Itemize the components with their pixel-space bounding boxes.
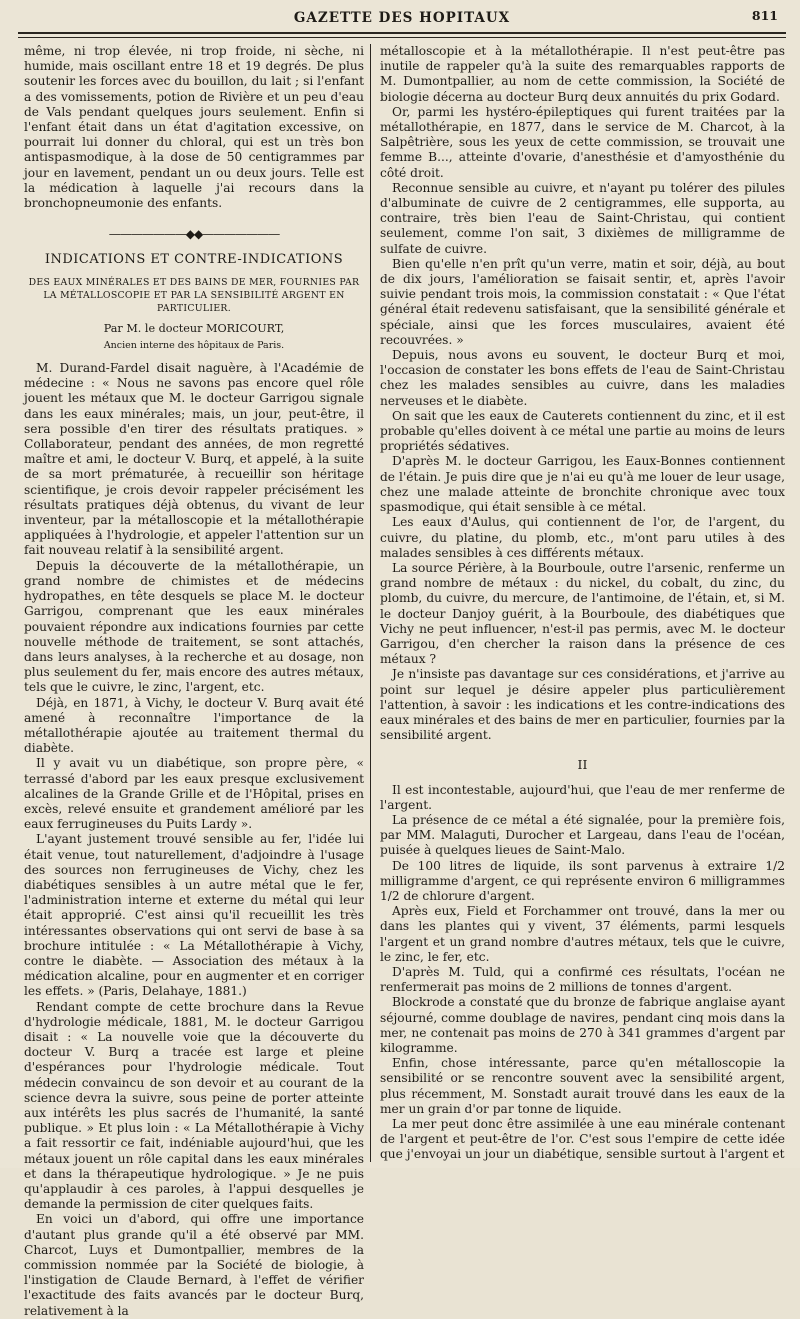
section-subtitle: DES EAUX MINÉRALES ET DES BAINS DE MER, FOURNIES PAR LA MÉTALLOSCOPIE ET PAR LA SENSIBILITÉ ARGENT EN PARTICULIER.: [28, 276, 360, 314]
paragraph: Or, parmi les hystéro-épileptiques qui furent traitées par la métallothérapie, en 1877, dans le service de M. Charcot, à la Salpêtrière, sous les yeux de cette commission, se trouvait une femme B..., atteinte d'ovarie, d'anesthésie et d'amyosthénie du côté droit.: [380, 104, 785, 180]
paragraph: Bien qu'elle n'en prît qu'un verre, matin et soir, déjà, au bout de dix jours, l'amélioration se faisait sentir, et, après l'avoir suivie pendant trois mois, la commission constatait : « Que l'état général était redevenu satisfaisant, que la sensibilité générale et spéciale, ainsi que les forces musculaires, avaient été recouvrées. »: [380, 256, 785, 347]
paragraph: Reconnue sensible au cuivre, et n'ayant pu tolérer des pilules d'albuminate de cuivre de 2 centigrammes, elle supporta, au contraire, très bien l'eau de Saint-Christau, qui contient seulement, comme l'on sait, 3 dixièmes de milligramme de sulfate de cuivre.: [380, 180, 785, 256]
section-title: INDICATIONS ET CONTRE-INDICATIONS: [44, 252, 344, 268]
paragraph: On sait que les eaux de Cauterets contiennent du zinc, et il est probable qu'elles doivent à ce métal une partie au moins de leurs propriétés sédatives.: [380, 408, 785, 454]
paragraph: En voici un d'abord, qui offre une importance d'autant plus grande qu'il a été observé par MM. Charcot, Luys et Dumontpallier, membres de la commission nommée par la Société de biologie, à l'instigation de Claude Bernard, à l'effet de vérifier l'exactitude des faits avancés par le docteur Burq, relativement à la: [24, 1212, 364, 1318]
paragraph: Enfin, chose intéressante, parce qu'en métalloscopie la sensibilité or se rencontre souvent avec la sensibilité argent, plus récemment, M. Sonstadt aurait trouvé dans les eaux de la mer un grain d'or par tonne de liquide.: [380, 1056, 785, 1116]
paragraph: Rendant compte de cette brochure dans la Revue d'hydrologie médicale, 1881, M. le docteur Garrigou disait : « La nouvelle voie que la découverte du docteur V. Burq a tracée est large et pleine d'espérances pour l'hydrologie médicale. Tout médecin convaincu de son devoir et au courant de la science devra la suivre, sous peine de porter atteinte aux intérêts les plus sacrés de l'humanité, la santé publique. » Et plus loin : « La Métallothérapie à Vichy a fait ressortir ce fait, indéniable aujourd'hui, que les métaux jouent un rôle capital dans les eaux minérales et dans la thérapeutique hydrologique. » Je ne puis qu'applaudir à ces paroles, à l'appui desquelles je demande la permission de citer quelques faits.: [24, 999, 364, 1212]
column-separator: [370, 44, 371, 1162]
paragraph: De 100 litres de liquide, ils sont parvenus à extraire 1/2 milligramme d'argent, ce qui représente environ 6 milligrammes 1/2 de chlorure d'argent.: [380, 858, 785, 903]
paragraph: M. Durand-Fardel disait naguère, à l'Académie de médecine : « Nous ne savons pas encore quel rôle jouent les métaux que M. le docteur Garrigou signale dans les eaux minérales; mais, un jour, peut-être, il sera possible d'en tirer des résultats pratiques. » Collaborateur, pendant des années, de mon regretté maître et ami, le docteur V. Burq, et appelé, à la suite de sa mort prématurée, à recueillir son héritage scientifique, je crois devoir rappeler précisément les résultats pratiques déjà obtenus, du vivant de leur inventeur, par la métalloscopie et la métallothérapie appliquées à l'hydrologie, et appeler l'attention sur un fait nouveau relatif à la sensibilité argent.: [24, 361, 364, 558]
paragraph: Déjà, en 1871, à Vichy, le docteur V. Burq avait été amené à reconnaître l'importance de la métallothérapie ajoutée au traitement thermal du diabète.: [24, 695, 364, 756]
page-header: [18, 6, 786, 34]
paragraph: Il est incontestable, aujourd'hui, que l'eau de mer renferme de l'argent.: [380, 782, 785, 812]
paragraph: La mer peut donc être assimilée à une eau minérale contenant de l'argent et peut-être de l'or. C'est sous l'empire de cette idée que j'envoyai un jour un diabétique, sensible surtout à l'argent et: [380, 1117, 785, 1162]
section-number: II: [577, 757, 588, 773]
page-number: 811: [751, 8, 778, 23]
right-column: [380, 44, 785, 1163]
paragraph: Depuis, nous avons eu souvent, le docteur Burq et moi, l'occasion de constater les bons effets de l'eau de Saint-Christau chez les malades sensibles au cuivre, dans les maladies nerveuses et le diabète.: [380, 348, 785, 408]
paragraph: Depuis la découverte de la métallothérapie, un grand nombre de chimistes et de médecins hydropathes, en tête desquels se place M. le docteur Garrigou, comprenant que les eaux minérales pouvaient répondre aux indications fournies par cette nouvelle méthode de traitement, se sont attachés, dans leurs analyses, à la recherche et au dosage, non plus seulement du fer, mais encore des autres métaux, tels que le cuivre, le zinc, l'argent, etc.: [24, 558, 364, 695]
header-rule-thick: [18, 32, 786, 34]
paragraph: Blockrode a constaté que du bronze de fabrique anglaise ayant séjourné, comme doublage de navires, pendant cinq mois dans la mer, ne contenait pas moins de 270 à 341 grammes d'argent par kilogramme.: [380, 995, 785, 1055]
paragraph: D'après M. Tuld, qui a confirmé ces résultats, l'océan ne renfermerait pas moins de 2 millions de tonnes d'argent.: [380, 964, 785, 995]
paragraph: L'ayant justement trouvé sensible au fer, l'idée lui était venue, tout naturellement, d'adjoindre à l'usage des sources non ferrugineuses de Vichy, chez les diabétiques sensibles à un autre métal que le fer, l'administration interne et externe du métal qui leur était approprié. C'est ainsi qu'il recueillit les très intéressantes observations qui ont servi de base à sa brochure intitulée : « La Métallothérapie à Vichy, contre le diabète. — Association des métaux à la médication alcaline, pour en augmenter et en corriger les effets. » (Paris, Delahaye, 1881.): [24, 832, 364, 999]
paragraph: D'après M. le docteur Garrigou, les Eaux-Bonnes contiennent de l'étain. Je puis dire que je n'ai eu qu'à me louer de leur usage, chez une malade atteinte de bronchite chronique avec toux spasmodique, qui était sensible à ce métal.: [380, 454, 785, 515]
section-divider: ———————◆◆———————: [108, 227, 280, 242]
paragraph: métalloscopie et à la métallothérapie. Il n'est peut-être pas inutile de rappeler qu'à la suite des remarquables rapports de M. Dumontpallier, au nom de cette commission, la Société de biologie décerna au docteur Burq deux annuités du prix Godard.: [380, 44, 785, 104]
paragraph: La présence de ce métal a été signalée, pour la première fois, par MM. Malaguti, Durocher et Largeau, dans l'eau de l'océan, puisée à quelques lieues de Saint-Malo.: [380, 812, 785, 858]
paragraph: Je n'insiste pas davantage sur ces considérations, et j'arrive au point sur lequel je désire appeler plus particulièrement l'attention, à savoir : les indications et les contre-indications des eaux minérales et des bains de mer en particulier, fournies par la sensibilité argent.: [380, 667, 785, 743]
header-rule-thin: [18, 37, 786, 38]
paragraph: Il y avait vu un diabétique, son propre père, « terrassé d'abord par les eaux presque exclusivement alcalines de la Grande Grille et de l'Hôpital, prises en excès, relevé ensuite et grandement amélioré par les eaux ferrugineuses du Puits Lardy ».: [24, 756, 364, 832]
journal-title: GAZETTE DES HOPITAUX: [293, 10, 511, 26]
left-column: [24, 44, 364, 1319]
author-affiliation: Ancien interne des hôpitaux de Paris.: [103, 339, 285, 351]
paragraph: Les eaux d'Aulus, qui contiennent de l'or, de l'argent, du cuivre, du platine, du plomb, etc., m'ont paru utiles à des malades sensibles à ces différents métaux.: [380, 515, 785, 560]
paragraph: La source Périère, à la Bourboule, outre l'arsenic, renferme un grand nombre de métaux : du nickel, du cobalt, du zinc, du plomb, du cuivre, du mercure, de l'antimoine, de l'étain, et, si M. le docteur Danjoy guérit, à la Bourboule, des diabétiques que Vichy ne peut influencer, n'est-il pas permis, avec M. le docteur Garrigou, d'en chercher la raison dans la présence de ces métaux ?: [380, 560, 785, 667]
author-byline: Par M. le docteur MORICOURT,: [103, 321, 285, 335]
paragraph: même, ni trop élevée, ni trop froide, ni sèche, ni humide, mais oscillant entre 18 et 19 degrés. De plus soutenir les forces avec du bouillon, du lait ; si l'enfant a des vomissements, potion de Rivière et un peu d'eau de Vals pendant quelques jours seulement. Enfin si l'enfant était dans un état d'agitation excessive, on pourrait lui donner du chloral, qui est un très bon antispasmodique, à la dose de 50 centigrammes par jour en lavement, pendant un ou deux jours. Telle est la médication à laquelle j'ai recours dans la bronchopneumonie des enfants.: [24, 44, 364, 211]
paragraph: Après eux, Field et Forchammer ont trouvé, dans la mer ou dans les plantes qui y vivent, 37 éléments, parmi lesquels l'argent et un grand nombre d'autres métaux, tels que le cuivre, le zinc, le fer, etc.: [380, 904, 785, 964]
